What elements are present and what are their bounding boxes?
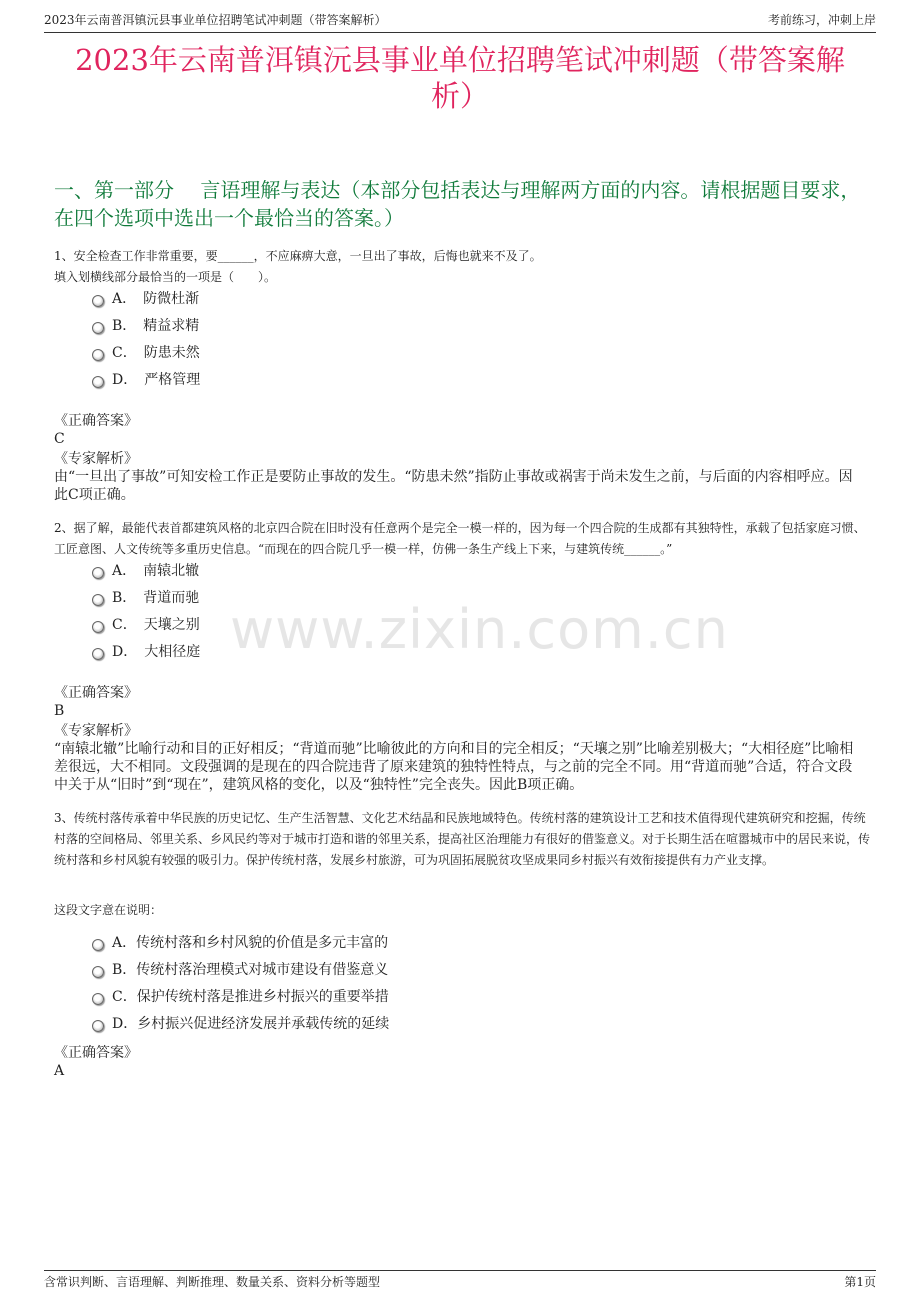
option-label: D． 严格管理 xyxy=(112,372,201,388)
question-1-text xyxy=(54,246,870,288)
radio-icon[interactable] xyxy=(92,1020,104,1032)
question-2-option-a[interactable] xyxy=(92,562,200,589)
radio-icon[interactable] xyxy=(92,621,104,633)
question-2-option-b[interactable] xyxy=(92,589,200,616)
question-1-options xyxy=(92,290,200,398)
radio-icon[interactable] xyxy=(92,993,104,1005)
question-2-option-c[interactable] xyxy=(92,616,200,643)
question-2-explanation xyxy=(54,722,866,794)
page-header xyxy=(44,8,876,33)
option-label: C．保护传统村落是推进乡村振兴的重要举措 xyxy=(112,989,389,1005)
radio-icon[interactable] xyxy=(92,322,104,334)
answer-label: 《正确答案》 xyxy=(54,685,138,701)
question-1-option-d[interactable] xyxy=(92,371,200,398)
question-3-stem: 3、传统村落传承着中华民族的历史记忆、生产生活智慧、文化艺术结晶和民族地域特色。传统村落的建筑设计工艺和技术值得现代建筑研究和挖掘，传统村落的空间格局、邻里关系、乡风民约等对于城市打造和谐的邻里关系，提高社区治理能力有很好的借鉴意义。对于长期生活在喧嚣城市中的居民来说，传统村落和乡村风貌有较强的吸引力。保护传统村落，发展乡村旅游，可为巩固拓展脱贫攻坚成果同乡村振兴有效衔接提供有力产业支撑。 xyxy=(54,811,871,867)
question-1-option-a[interactable] xyxy=(92,290,200,317)
question-1-stem: 1、安全检查工作非常重要，要______，不应麻痹大意，一旦出了事故，后悔也就来不及了。 xyxy=(54,249,542,263)
option-label: D．乡村振兴促进经济发展并承载传统的延续 xyxy=(112,1016,390,1032)
question-3-answer xyxy=(54,1044,870,1080)
question-2-text xyxy=(54,518,870,560)
header-doc-title: 2023年云南普洱镇沅县事业单位招聘笔试冲刺题（带答案解析） xyxy=(44,13,387,27)
radio-icon[interactable] xyxy=(92,567,104,579)
radio-icon[interactable] xyxy=(92,966,104,978)
expert-label: 《专家解析》 xyxy=(54,451,138,467)
document-title: 2023年云南普洱镇沅县事业单位招聘笔试冲刺题（带答案解析） xyxy=(75,43,845,113)
radio-icon[interactable] xyxy=(92,295,104,307)
question-3-option-d[interactable] xyxy=(92,1015,389,1042)
question-3-prompt: 这段文字意在说明： xyxy=(54,903,163,917)
option-label: A． 南辕北辙 xyxy=(112,563,200,579)
answer-value: A xyxy=(54,1063,65,1079)
radio-icon[interactable] xyxy=(92,349,104,361)
section-heading: 一、第一部分 言语理解与表达（本部分包括表达与理解两方面的内容。请根据题目要求，在四个选项中选出一个最恰当的答案。） xyxy=(54,178,861,230)
question-3-text xyxy=(54,808,870,871)
expert-label: 《专家解析》 xyxy=(54,723,138,739)
watermark: www.zixin.com.cn xyxy=(230,598,729,661)
question-1-answer xyxy=(54,412,870,448)
question-1-option-b[interactable] xyxy=(92,317,200,344)
expert-text: 由“一旦出了事故”可知安检工作正是要防止事故的发生。“防患未然”指防止事故或祸害于尚未发生之前，与后面的内容相呼应。因此C项正确。 xyxy=(54,469,853,503)
answer-value: C xyxy=(54,431,65,447)
page-number: 第1页 xyxy=(844,1275,876,1289)
question-2-answer xyxy=(54,684,870,720)
question-1-explanation xyxy=(54,450,866,504)
answer-value: B xyxy=(54,703,65,719)
expert-text: “南辕北辙”比喻行动和目的正好相反；“背道而驰”比喻彼此的方向和目的完全相反；“天壤之别”比喻差别极大；“大相径庭”比喻相差很远，大不相同。文段强调的是现在的四合院违背了原来建筑的独特性特点，与之前的完全不同。用“背道而驰”合适，符合文段中关于从“旧时”到“现在”，建筑风格的变化，以及“独特性”完全丧失。因此B项正确。 xyxy=(54,741,854,793)
header-slogan: 考前练习，冲刺上岸 xyxy=(767,13,876,27)
page-footer xyxy=(44,1270,876,1293)
option-label: C． 天壤之别 xyxy=(112,617,200,633)
option-label: B． 精益求精 xyxy=(112,318,200,334)
question-2-stem: 2、据了解，最能代表首都建筑风格的北京四合院在旧时没有任意两个是完全一模一样的，因为每一个四合院的生成都有其独特性，承载了包括家庭习惯、工匠意图、人文传统等多重历史信息。“而现在的四合院几乎一模一样，仿佛一条生产线上下来，与建筑传统______。” xyxy=(54,521,866,556)
option-label: A． 防微杜渐 xyxy=(112,291,200,307)
footer-description: 含常识判断、言语理解、判断推理、数量关系、资料分析等题型 xyxy=(44,1275,381,1289)
option-label: A．传统村落和乡村风貌的价值是多元丰富的 xyxy=(112,935,389,951)
question-3-options xyxy=(92,934,389,1042)
radio-icon[interactable] xyxy=(92,648,104,660)
question-1-option-c[interactable] xyxy=(92,344,200,371)
option-label: D． 大相径庭 xyxy=(112,644,201,660)
radio-icon[interactable] xyxy=(92,939,104,951)
option-label: B． 背道而驰 xyxy=(112,590,200,606)
option-label: B．传统村落治理模式对城市建设有借鉴意义 xyxy=(112,962,389,978)
question-1-instruction: 填入划横线部分最恰当的一项是（ ）。 xyxy=(54,270,277,284)
question-3-option-b[interactable] xyxy=(92,961,389,988)
radio-icon[interactable] xyxy=(92,376,104,388)
answer-label: 《正确答案》 xyxy=(54,1045,138,1061)
radio-icon[interactable] xyxy=(92,594,104,606)
answer-label: 《正确答案》 xyxy=(54,413,138,429)
question-3-option-c[interactable] xyxy=(92,988,389,1015)
question-2-option-d[interactable] xyxy=(92,643,200,670)
option-label: C． 防患未然 xyxy=(112,345,200,361)
question-3-option-a[interactable] xyxy=(92,934,389,961)
question-2-options xyxy=(92,562,200,670)
